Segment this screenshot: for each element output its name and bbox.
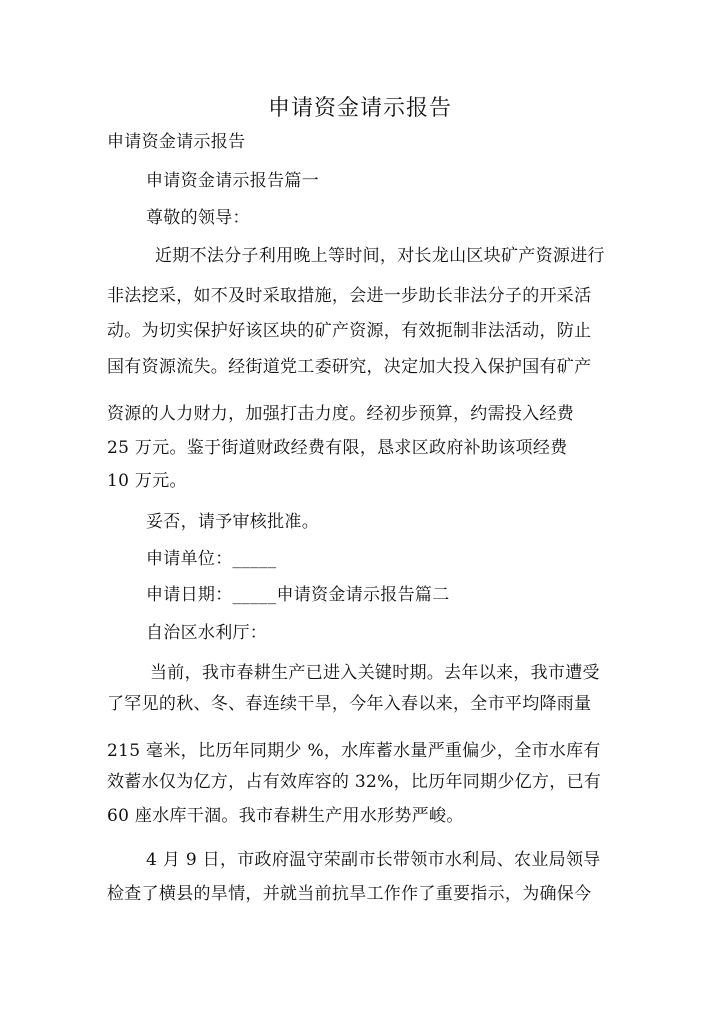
paragraph-line: 国有资源流失。经街道党工委研究，决定加大投入保护国有矿产 — [107, 357, 592, 377]
paragraph-line: 4 月 9 日，市政府温守荣副市长带领市水利局、农业局领导 — [146, 850, 601, 870]
section-heading-1: 申请资金请示报告篇一 — [146, 171, 319, 191]
paragraph-line: 动。为切实保护好该区块的矿产资源，有效扼制非法活动，防止 — [107, 321, 592, 341]
applicant-unit: 申请单位：_____ — [146, 549, 277, 569]
salutation-2: 自治区水利厅： — [146, 623, 268, 643]
heading-line: 申请资金请示报告 — [107, 132, 246, 152]
paragraph-line: 非法挖采，如不及时采取措施，会进一步助长非法分子的开采活 — [107, 286, 592, 306]
paragraph-line: 近期不法分子利用晚上等时间，对长龙山区块矿产资源进行 — [155, 246, 605, 266]
paragraph-line: 25 万元。鉴于街道财政经费有限，恳求区政府补助该项经费 — [107, 438, 568, 458]
paragraph-line: 当前，我市春耕生产已进入关键时期。去年以来，我市遭受 — [150, 663, 600, 683]
paragraph-line: 60 座水库干涸。我市春耕生产用水形势严峻。 — [107, 806, 464, 826]
paragraph-line: 资源的人力财力，加强打击力度。经初步预算，约需投入经费 — [107, 404, 575, 424]
salutation-1: 尊敬的领导： — [146, 208, 250, 228]
application-date: 申请日期：_____申请资金请示报告篇二 — [146, 585, 450, 605]
paragraph-line: 10 万元。 — [107, 471, 187, 491]
paragraph-line: 检查了横县的旱情，并就当前抗旱工作作了重要指示，为确保今 — [107, 884, 592, 904]
document-title: 申请资金请示报告 — [267, 96, 452, 121]
paragraph-line: 215 毫米，比历年同期少 %，水库蓄水量严重偏少，全市水库有 — [107, 741, 601, 761]
approval-request: 妥否，请予审核批准。 — [146, 512, 319, 532]
paragraph-line: 了罕见的秋、冬、春连续干旱，今年入春以来，全市平均降雨量 — [107, 694, 592, 714]
paragraph-line: 效蓄水仅为亿方，占有效库容的 32%，比历年同期少亿方，已有 — [107, 772, 602, 792]
